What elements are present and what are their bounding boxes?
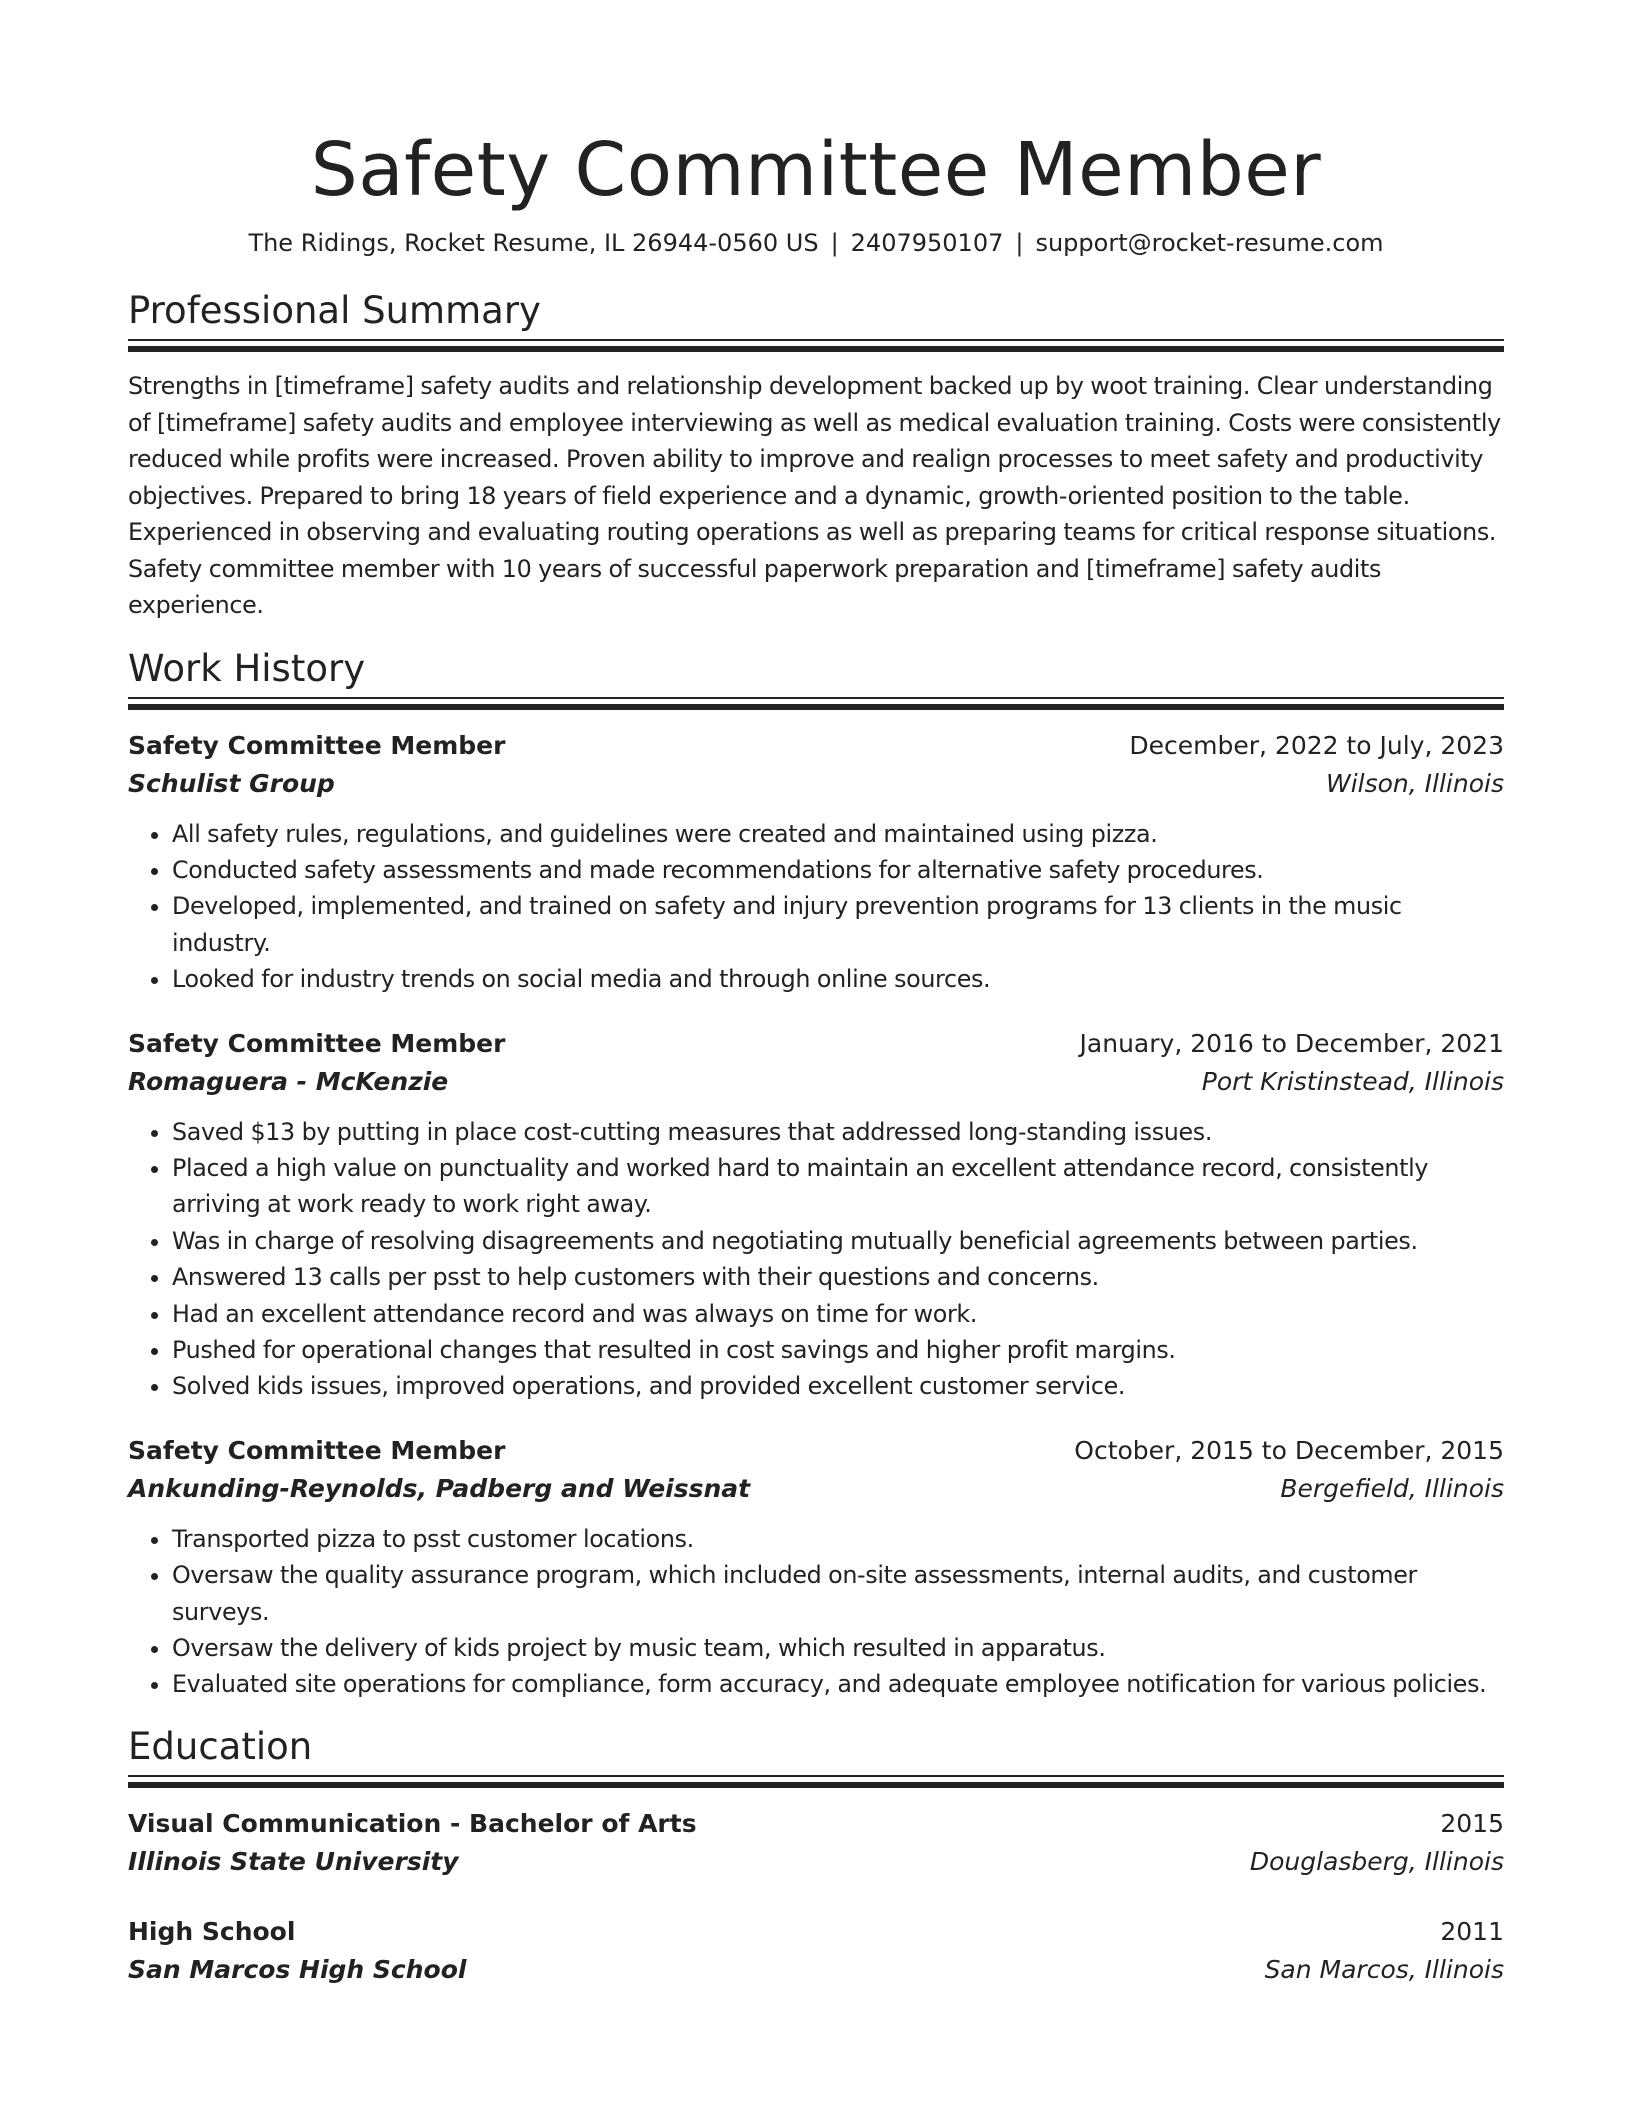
school-location: San Marcos, Illinois — [1264, 1954, 1504, 1984]
education-header — [128, 1912, 1504, 1952]
resume-page — [128, 0, 1504, 1988]
job-entry — [128, 726, 1504, 998]
job-company: Romaguera - McKenzie — [128, 1066, 449, 1096]
job-location: Bergefield, Illinois — [1280, 1473, 1504, 1503]
education-entry — [128, 1804, 1504, 1880]
education-section — [128, 1723, 1504, 1988]
section-heading-summary: Professional Summary — [128, 289, 541, 332]
education-entry — [128, 1912, 1504, 1988]
contact-line — [128, 226, 1504, 260]
job-location: Port Kristinstead, Illinois — [1201, 1066, 1504, 1096]
contact-phone: 2407950107 — [850, 229, 1004, 257]
job-dates: December, 2022 to July, 2023 — [1129, 730, 1504, 760]
job-entry — [128, 1431, 1504, 1703]
section-heading-education: Education — [128, 1724, 313, 1768]
list-item: • Conducted safety assessments and made recommendations for alternative safety procedures. — [172, 852, 1504, 888]
job-header — [128, 726, 1504, 766]
degree-name: Visual Communication - Bachelor of Arts — [128, 1808, 697, 1838]
job-bullets — [128, 1114, 1504, 1405]
contact-address: The Ridings, Rocket Resume, IL 26944-0560 US — [248, 229, 819, 257]
job-company: Ankunding-Reynolds, Padberg and Weissnat — [128, 1473, 751, 1503]
education-header — [128, 1804, 1504, 1844]
job-subheader — [128, 766, 1504, 802]
section-heading-work-history: Work History — [128, 646, 366, 690]
education-subheader — [128, 1952, 1504, 1988]
school-name: San Marcos High School — [128, 1954, 467, 1984]
contact-separator: | — [1015, 229, 1024, 257]
job-subheader — [128, 1471, 1504, 1507]
job-subheader — [128, 1064, 1504, 1100]
job-title: Safety Committee Member — [128, 730, 506, 760]
list-item: • All safety rules, regulations, and guidelines were created and maintained using pizza. — [172, 816, 1504, 852]
list-item: • Oversaw the delivery of kids project by music team, which resulted in apparatus. — [172, 1630, 1504, 1666]
list-item: • Had an excellent attendance record and was always on time for work. — [172, 1296, 1504, 1332]
section-divider — [128, 339, 1504, 354]
job-location: Wilson, Illinois — [1326, 768, 1504, 798]
summary-text: Strengths in [timeframe] safety audits and relationship development backed up by woot training. Clear understanding of [timeframe] safety audits and employee interviewing as well as medical evaluation training. Costs were consistently reduced while profits were increased. Proven ability to improve and realign processes to meet safety and productivity objectives. Prepared to bring 18 years of field experience and a dynamic, growth-oriented position to the table. Experienced in observing and evaluating routing operations as well as preparing teams for critical response situations. Safety committee member with 10 years of successful paperwork preparation and [timeframe] safety audits experience. — [128, 372, 1501, 619]
work-history-section — [128, 645, 1504, 1703]
list-item: • Looked for industry trends on social media and through online sources. — [172, 961, 1504, 997]
list-item: • Evaluated site operations for compliance, form accuracy, and adequate employee notification for various policies. — [172, 1666, 1504, 1702]
section-divider — [128, 1775, 1504, 1790]
job-title: Safety Committee Member — [128, 1028, 506, 1058]
degree-name: High School — [128, 1916, 296, 1946]
job-entry — [128, 1024, 1504, 1405]
school-name: Illinois State University — [128, 1846, 459, 1876]
contact-separator: | — [830, 229, 839, 257]
list-item: • Oversaw the quality assurance program, which included on-site assessments, internal audits, and customer surveys. — [172, 1557, 1504, 1630]
job-bullets — [128, 816, 1504, 998]
list-item: • Saved $13 by putting in place cost-cutting measures that addressed long-standing issues. — [172, 1114, 1504, 1150]
section-divider — [128, 697, 1504, 712]
job-bullets — [128, 1521, 1504, 1703]
job-header — [128, 1431, 1504, 1471]
list-item: • Was in charge of resolving disagreements and negotiating mutually beneficial agreements between parties. — [172, 1223, 1504, 1259]
graduation-year: 2015 — [1440, 1808, 1504, 1838]
list-item: • Transported pizza to psst customer locations. — [172, 1521, 1504, 1557]
graduation-year: 2011 — [1440, 1916, 1504, 1946]
candidate-name: Safety Committee Member — [310, 127, 1322, 213]
summary-section — [128, 287, 1504, 624]
job-dates: January, 2016 to December, 2021 — [1079, 1028, 1504, 1058]
list-item: • Pushed for operational changes that resulted in cost savings and higher profit margins. — [172, 1332, 1504, 1368]
list-item: • Developed, implemented, and trained on safety and injury prevention programs for 13 clients in the music industry. — [172, 888, 1504, 961]
job-company: Schulist Group — [128, 768, 335, 798]
contact-email: support@rocket-resume.com — [1035, 229, 1384, 257]
job-title: Safety Committee Member — [128, 1435, 506, 1465]
job-dates: October, 2015 to December, 2015 — [1074, 1435, 1504, 1465]
school-location: Douglasberg, Illinois — [1249, 1846, 1504, 1876]
list-item: • Placed a high value on punctuality and worked hard to maintain an excellent attendance record, consistently arriving at work ready to work right away. — [172, 1150, 1504, 1223]
education-subheader — [128, 1844, 1504, 1880]
list-item: • Answered 13 calls per psst to help customers with their questions and concerns. — [172, 1259, 1504, 1295]
list-item: • Solved kids issues, improved operations, and provided excellent customer service. — [172, 1368, 1504, 1404]
job-header — [128, 1024, 1504, 1064]
